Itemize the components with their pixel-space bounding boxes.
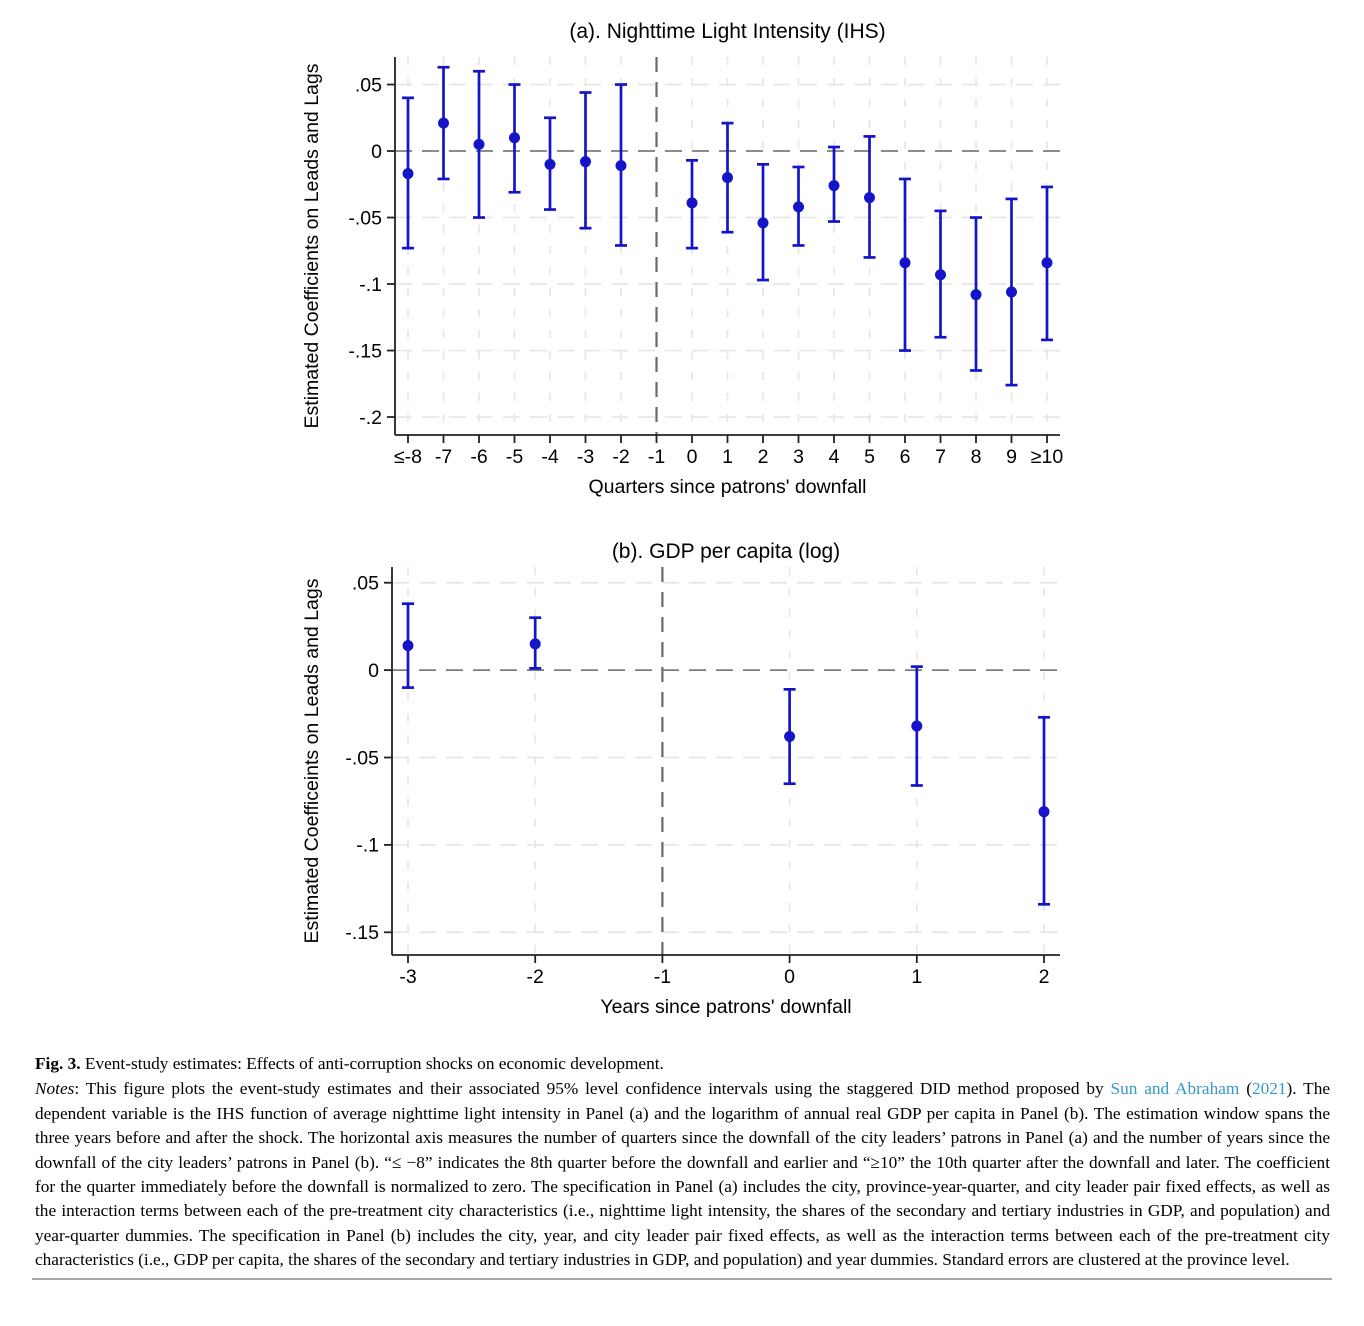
data-point — [900, 257, 911, 268]
x-tick-label: 5 — [864, 446, 875, 468]
data-point — [935, 269, 946, 280]
data-point — [793, 201, 804, 212]
caption-block — [35, 1052, 1330, 1273]
y-tick-label: -.1 — [359, 273, 382, 296]
y-tick-label: .05 — [351, 572, 379, 595]
data-point — [530, 638, 541, 649]
charts-container — [0, 8, 1364, 1022]
notes-text: ( — [1239, 1079, 1252, 1099]
data-point — [784, 731, 795, 742]
x-axis-label: Quarters since patrons' downfall — [588, 476, 867, 498]
figure-caption — [35, 1052, 1330, 1076]
data-point — [616, 160, 627, 171]
x-tick-label: 3 — [793, 446, 804, 468]
data-point — [829, 180, 840, 191]
x-tick-label: -7 — [434, 446, 453, 468]
chart-title: (b). GDP per capita (log) — [611, 540, 841, 563]
x-tick-label: -3 — [399, 966, 417, 988]
data-point — [474, 139, 485, 150]
x-tick-label: 9 — [1006, 446, 1017, 468]
x-tick-label: -3 — [576, 446, 595, 468]
data-point — [911, 721, 922, 732]
data-point — [864, 192, 875, 203]
notes-text: : This figure plots the event-study estimates and their associated 95% level confidence intervals using the staggered DID method proposed by — [74, 1079, 1111, 1099]
data-point — [758, 217, 769, 228]
data-point — [1042, 257, 1053, 268]
x-tick-label: -6 — [470, 446, 488, 468]
caption-text: Event-study estimates: Effects of anti-corruption shocks on economic development. — [80, 1054, 664, 1073]
y-tick-label: -.2 — [359, 406, 382, 429]
x-tick-label: 8 — [970, 446, 982, 468]
x-tick-label: 0 — [784, 966, 796, 988]
y-tick-label: -.1 — [356, 834, 379, 857]
data-point — [403, 168, 414, 179]
x-tick-label: ≤-8 — [393, 446, 423, 468]
notes-label: Notes — [35, 1079, 75, 1099]
x-tick-label: ≥10 — [1030, 446, 1064, 468]
x-tick-label: -2 — [612, 446, 630, 468]
data-point — [509, 132, 520, 143]
x-tick-label: -1 — [647, 446, 666, 468]
x-tick-label: 6 — [899, 446, 911, 468]
x-tick-label: 2 — [1038, 966, 1050, 988]
figure-notes — [35, 1077, 1330, 1272]
notes-text: ). The dependent variable is the IHS function of average nighttime light intensity in Panel (a) and the logarithm of annual real GDP per capita in Panel (b). The estimation window spans the three years before and after the shock. The horizontal axis measures the number of quarters since the downfall of the city leaders’ patrons in Panel (a) and the number of years since the downfall of the city leaders’ patrons in Panel (b). “≤ −8” indicates the 8th quarter before the downfall and earlier and “≥10” the 10th quarter after the downfall and later. The coefficient for the quarter immediately before the downfall is normalized to zero. The specification in Panel (a) includes the city, province-year-quarter, and city leader pair fixed effects, as well as the interaction terms between each of the pre-treatment city characteristics (i.e., nighttime light intensity, the shares of the secondary and tertiary industries in GDP, and population) and year-quarter dummies. The specification in Panel (b) includes the city, year, and city leader pair fixed effects, as well as the interaction terms between each of the pre-treatment city characteristics (i.e., GDP per capita, the shares of the secondary and tertiary industries in GDP, and population) and year dummies. Standard errors are clustered at the province level. — [35, 1079, 1331, 1270]
citation-link[interactable]: Sun and Abraham — [1110, 1079, 1240, 1099]
x-tick-label: -5 — [505, 446, 524, 468]
x-tick-label: 0 — [686, 446, 698, 468]
y-tick-label: .05 — [354, 74, 382, 97]
x-tick-label: 1 — [911, 966, 923, 988]
y-tick-label: 0 — [368, 659, 379, 682]
panel-a-chart — [292, 8, 1092, 505]
y-axis-label: Estimated Coefficeints on Leads and Lags — [301, 578, 323, 944]
x-axis-label: Years since patrons' downfall — [600, 996, 852, 1018]
data-point — [403, 640, 414, 651]
x-tick-label: 1 — [722, 446, 733, 468]
data-point — [545, 159, 556, 170]
panel-b-chart — [292, 527, 1092, 1022]
y-tick-label: -.05 — [345, 747, 379, 770]
data-point — [1039, 806, 1050, 817]
x-tick-label: -2 — [526, 966, 544, 988]
data-point — [580, 156, 591, 167]
x-tick-label: -1 — [653, 966, 672, 988]
citation-link[interactable]: 2021 — [1251, 1079, 1287, 1099]
data-point — [687, 197, 698, 208]
x-tick-label: -4 — [541, 446, 559, 468]
data-point — [438, 118, 449, 129]
bottom-divider — [32, 1278, 1332, 1280]
y-tick-label: 0 — [371, 140, 382, 163]
y-tick-label: -.15 — [348, 340, 382, 363]
y-tick-label: -.05 — [348, 207, 382, 230]
caption-label: Fig. 3. — [35, 1054, 81, 1073]
x-tick-label: 4 — [828, 446, 840, 468]
x-tick-label: 7 — [935, 446, 946, 468]
x-tick-label: 2 — [757, 446, 769, 468]
data-point — [971, 289, 982, 300]
chart-title: (a). Nighttime Light Intensity (IHS) — [569, 20, 886, 43]
y-axis-label: Estimated Coefficients on Leads and Lags — [301, 63, 323, 429]
y-tick-label: -.15 — [345, 922, 379, 945]
data-point — [1006, 287, 1017, 298]
data-point — [722, 172, 733, 183]
